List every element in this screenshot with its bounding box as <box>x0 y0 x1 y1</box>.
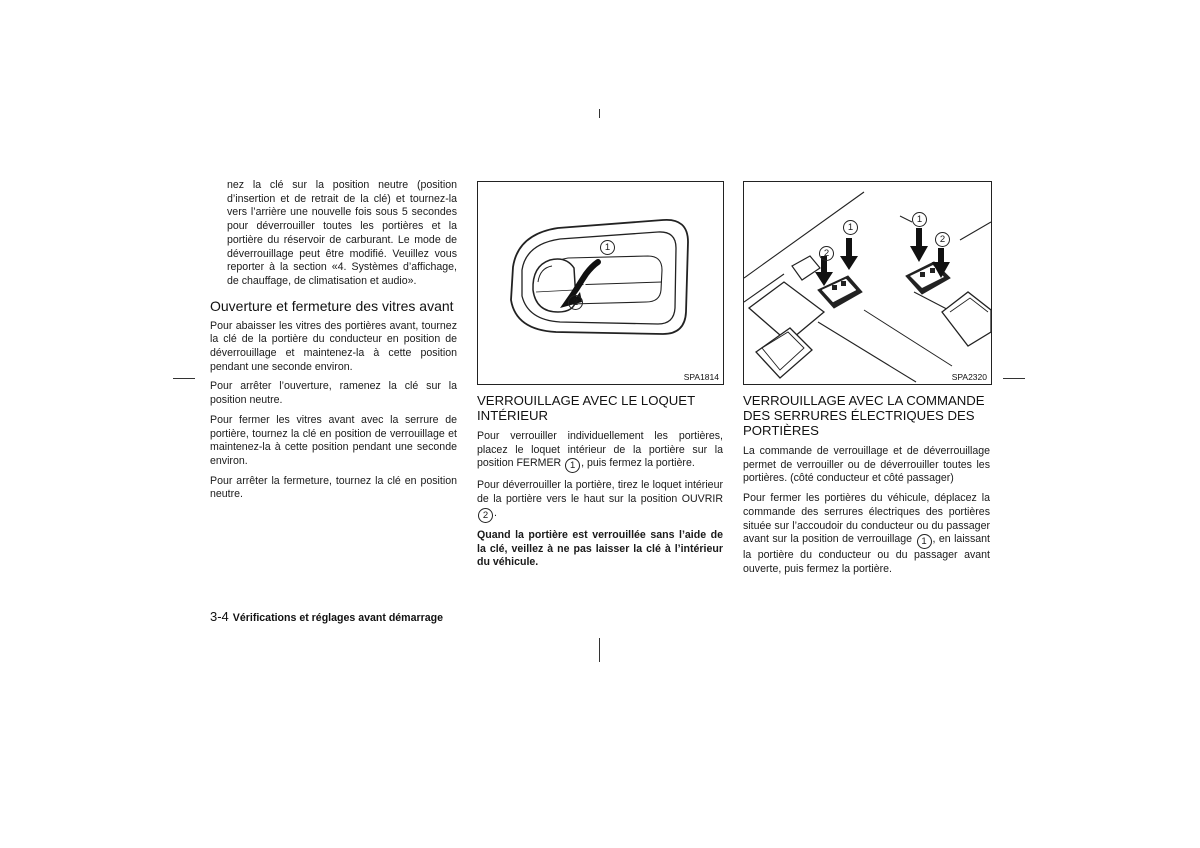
marker-1: 1 <box>917 534 932 549</box>
marker-2: 2 <box>478 508 493 523</box>
page-footer <box>210 609 443 624</box>
paragraph-close-doors <box>743 492 990 577</box>
figure-code: SPA2320 <box>951 372 987 382</box>
paragraph-lower-windows: Pour abaisser les vitres des portières avant, tournez la clé de la portière du conducteur en position de déverrouillage et maintenez-la à cette position pendant une seconde environ. <box>210 319 457 373</box>
paragraph-close-windows: Pour fermer les vitres avant avec la serrure de portière, tournez la clé en position de verrouillage et maintenez-la à cette position pendant une seconde environ. <box>210 413 457 467</box>
figure-code: SPA1814 <box>683 372 719 382</box>
page-number: 3-4 <box>210 609 229 624</box>
figure-label-1: 1 <box>600 240 615 255</box>
figure-label-1-right: 1 <box>912 212 927 227</box>
section-heading-power-locks: VERROUILLAGE AVEC LA COMMANDE DES SERRURES ÉLECTRIQUES DES PORTIÈRES <box>743 393 985 438</box>
crop-mark-right <box>1003 378 1025 379</box>
crop-mark-bottom <box>599 638 600 662</box>
intro-paragraph: nez la clé sur la position neutre (position d’insertion et de retrait de la clé) et tournez-la vers l’arrière une nouvelle fois sous 5 secondes pour déverrouiller toutes les portières et la portière du réservoir de carburant. Le mode de déverrouillage peut être modifié. Veuillez vous reporter à la section «4. Systèmes d’affichage, de chauffage, de climatisation et audio». <box>227 179 457 287</box>
crop-mark-top <box>599 109 600 118</box>
paragraph-unlock-latch <box>477 479 723 522</box>
marker-1: 1 <box>565 458 580 473</box>
paragraph-stop-opening: Pour arrêter l’ouverture, ramenez la clé sur la position neutre. <box>210 380 457 407</box>
figure-power-lock-switch <box>743 181 992 385</box>
chapter-title: Vérifications et réglages avant démarrage <box>232 612 443 624</box>
paragraph-lock-switch: La commande de verrouillage et de déverrouillage permet de verrouiller ou de déverrouiller toutes les portières. (côté conducteur et côté passager) <box>743 445 990 485</box>
figure-interior-latch <box>477 181 724 385</box>
text-close-doors-end: , en laissant la portière du conducteur ou du passager avant ouverte, puis fermez la portière. <box>743 533 990 575</box>
figure-label-2: 2 <box>568 295 583 310</box>
text-lock-latch-end: , puis fermez la portière. <box>581 457 695 470</box>
section-heading-windows: Ouverture et fermeture des vitres avant <box>210 297 454 314</box>
figure-label-1-left: 1 <box>843 220 858 235</box>
warning-paragraph: Quand la portière est verrouillée sans l’aide de la clé, veillez à ne pas laisser la clé à l’intérieur du véhicule. <box>477 528 723 569</box>
right-column <box>743 393 990 583</box>
text-lock-latch: Pour verrouiller individuellement les portières, placez le loquet intérieur de la portière sur la position FERMER <box>477 430 723 470</box>
text-unlock-latch-end: . <box>494 506 497 519</box>
middle-column <box>477 393 723 576</box>
figure-label-2-right: 2 <box>935 232 950 247</box>
section-heading-interior-latch: VERROUILLAGE AVEC LE LOQUET INTÉRIEUR <box>477 393 695 423</box>
figure-label-2-left: 2 <box>819 246 834 261</box>
power-lock-illustration <box>744 182 991 384</box>
left-column <box>210 179 457 508</box>
paragraph-stop-closing: Pour arrêter la fermeture, tournez la clé en position neutre. <box>210 474 457 501</box>
text-close-doors: Pour fermer les portières du véhicule, déplacez la commande des serrures électriques des portières située sur l’accoudoir du conducteur ou du passager avant sur la position de verrouillage <box>743 492 990 546</box>
text-unlock-latch: Pour déverrouiller la portière, tirez le loquet intérieur de la portière vers le haut sur la position OUVRIR <box>477 479 723 506</box>
paragraph-lock-latch <box>477 430 723 473</box>
interior-latch-illustration <box>478 182 723 384</box>
crop-mark-left <box>173 378 195 379</box>
